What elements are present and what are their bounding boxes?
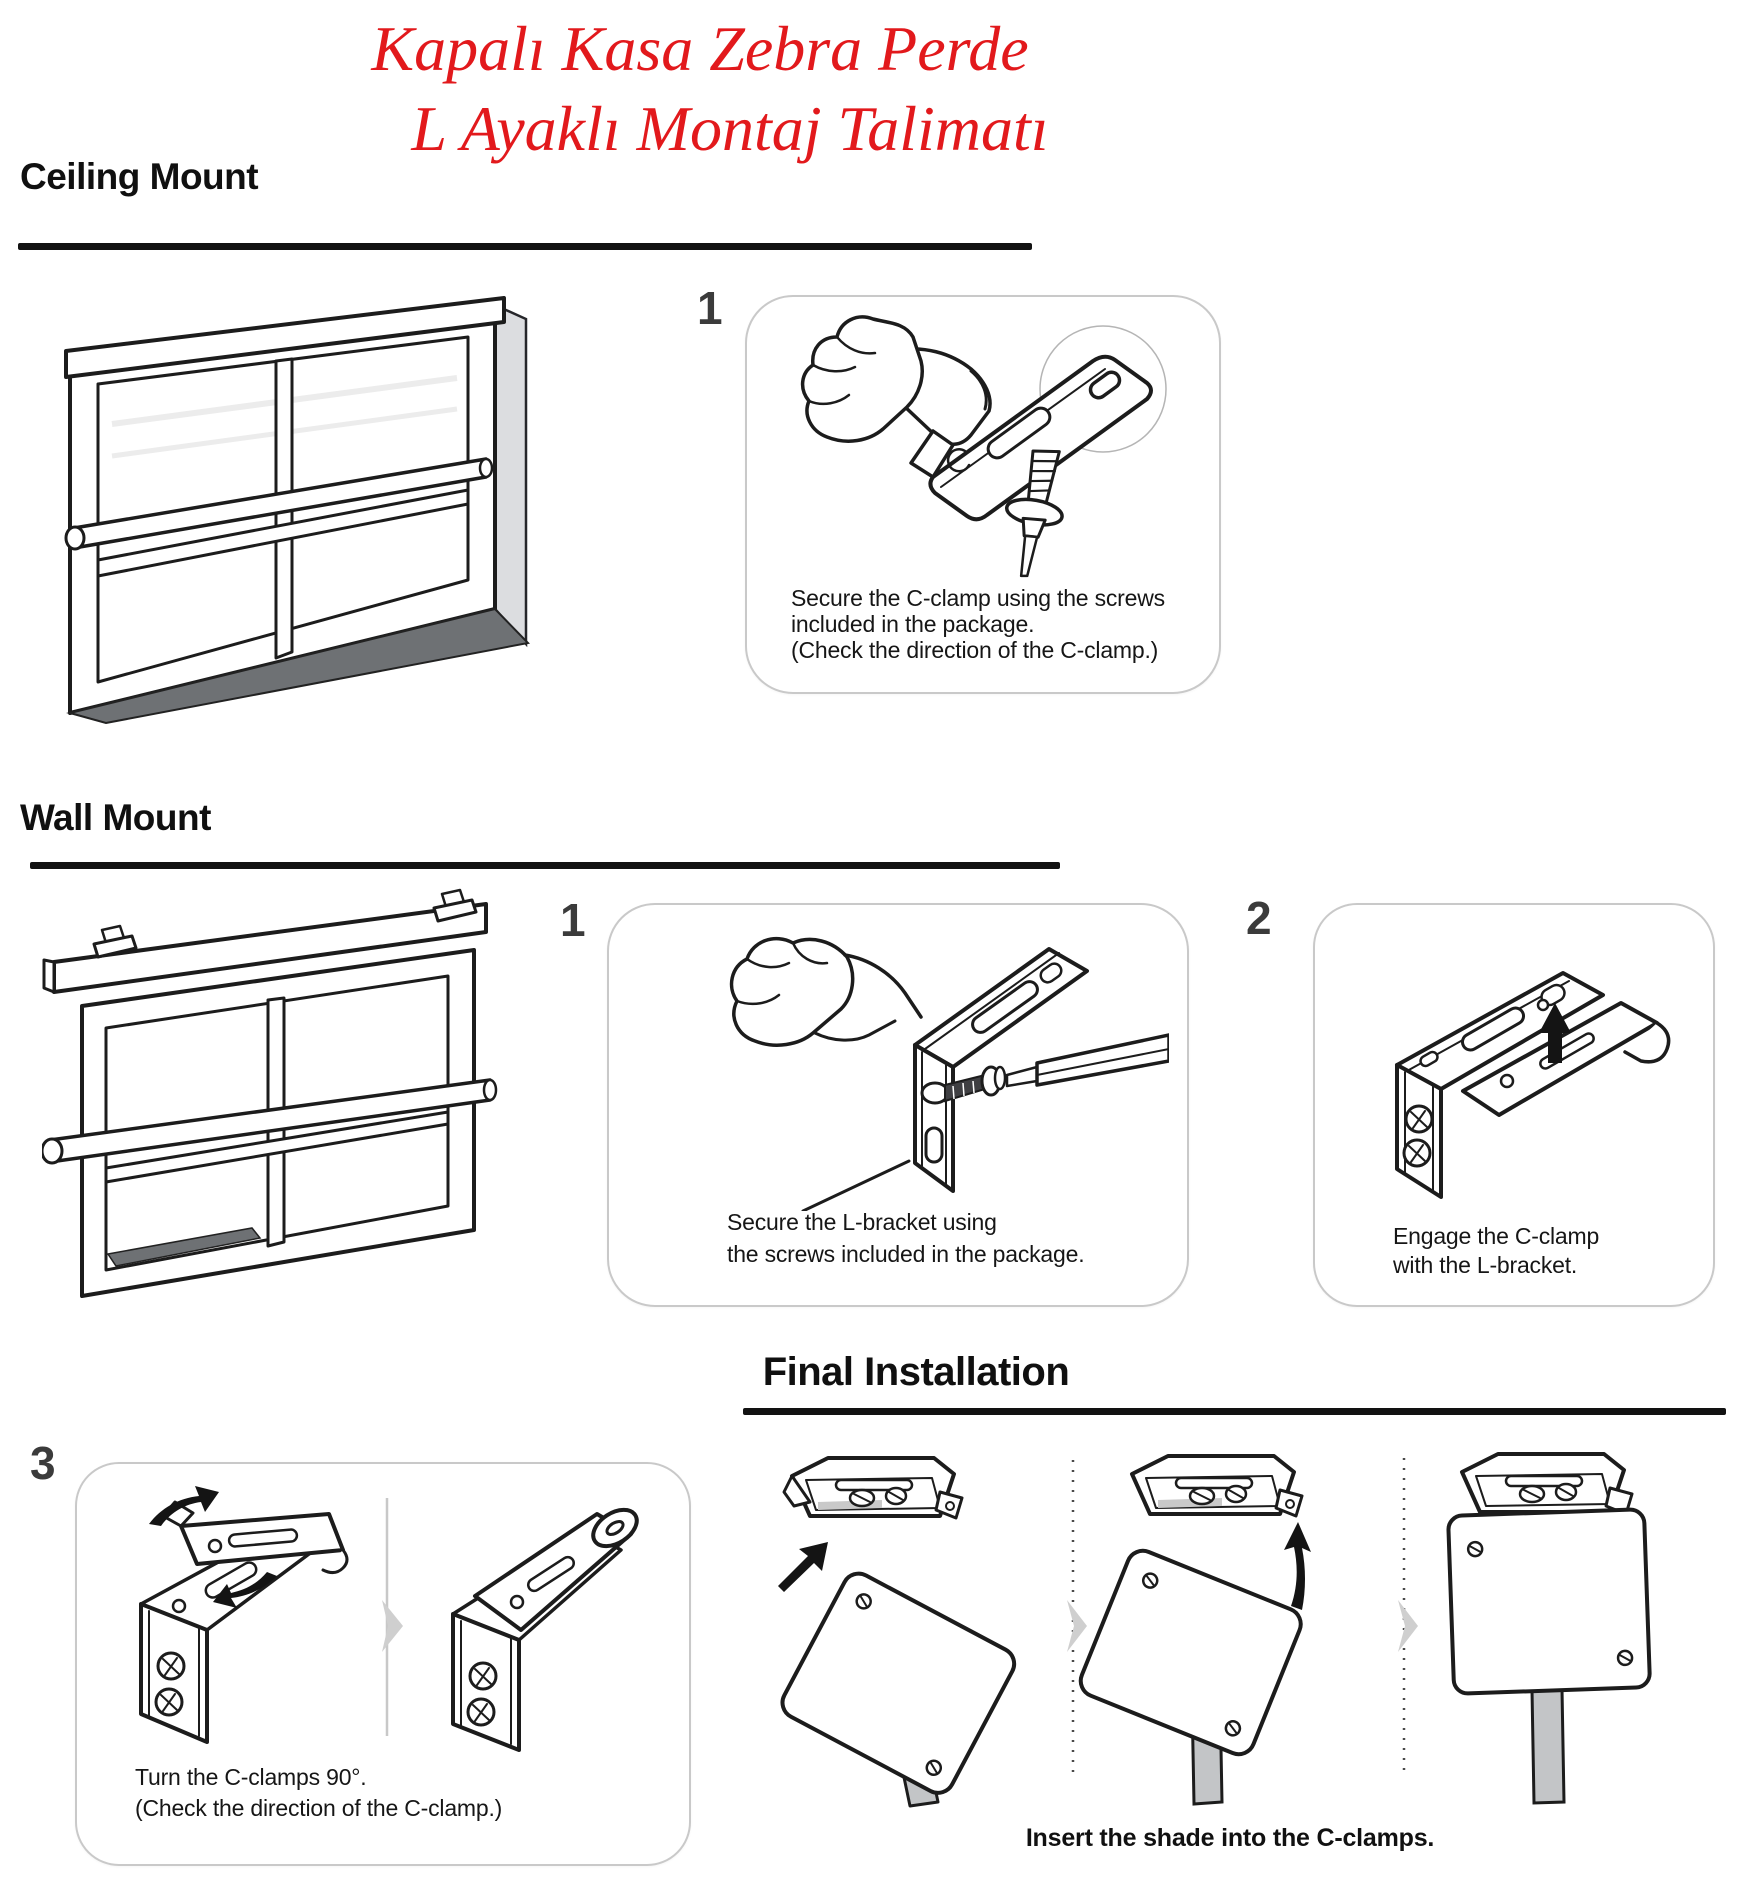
final-installation-caption: Insert the shade into the C-clamps. <box>1025 1824 1435 1852</box>
section-heading-final-installation: Final Installation <box>762 1350 1070 1394</box>
turn-cclamps-illustration <box>85 1484 681 1756</box>
ceiling-section-rule <box>18 243 1032 250</box>
section-heading-wall-mount: Wall Mount <box>20 797 211 838</box>
final-section-rule <box>743 1408 1726 1415</box>
caption-line: Secure the C-clamp using the screws <box>791 585 1165 611</box>
ceiling-step-1-caption <box>791 585 1165 663</box>
caption-line: Engage the C-clamp <box>1393 1223 1600 1249</box>
wall-step-2-number: 2 <box>1246 892 1272 944</box>
wall-step-2-caption <box>1393 1222 1599 1280</box>
final-installation-sequence-illustration <box>742 1450 1754 1808</box>
caption-line: Secure the L-bracket using <box>727 1209 997 1235</box>
wall-section-rule <box>30 862 1060 869</box>
wall-step-1-caption <box>727 1206 1084 1270</box>
final-step-3-number: 3 <box>30 1437 56 1489</box>
caption-line: the screws included in the package. <box>727 1241 1085 1267</box>
ceiling-window-illustration <box>52 292 530 724</box>
panel-c-shade-seated <box>1448 1454 1650 1803</box>
ceiling-step-1-card <box>745 295 1221 694</box>
caption-line: Turn the C-clamps 90°. <box>135 1764 367 1790</box>
caption-line: (Check the direction of the C-clamp.) <box>135 1795 503 1821</box>
page-title-line-2: L Ayaklı Montaj Talimatı <box>411 93 1049 164</box>
panel-b-shade-lifted <box>1076 1456 1311 1804</box>
final-step-3-card <box>75 1462 691 1866</box>
caption-line: (Check the direction of the C-clamp.) <box>791 637 1159 663</box>
wall-window-illustration <box>42 886 504 1322</box>
page-title-line-1: Kapalı Kasa Zebra Perde <box>371 13 1029 84</box>
panel-a-cclamp-bracket <box>777 1458 1020 1806</box>
section-heading-ceiling-mount: Ceiling Mount <box>20 156 259 197</box>
cclamp-lbracket-engage-illustration <box>1345 941 1685 1213</box>
caption-line: with the L-bracket. <box>1393 1252 1578 1278</box>
caption-line: included in the package. <box>791 611 1035 637</box>
wall-step-1-number: 1 <box>560 894 586 946</box>
hand-cclamp-screw-illustration <box>775 309 1191 585</box>
ceiling-step-1-number: 1 <box>697 282 723 334</box>
final-step-3-caption <box>135 1762 502 1824</box>
lbracket-screwdriver-illustration <box>719 923 1169 1211</box>
wall-step-2-card <box>1313 903 1715 1307</box>
wall-step-1-card <box>607 903 1189 1307</box>
